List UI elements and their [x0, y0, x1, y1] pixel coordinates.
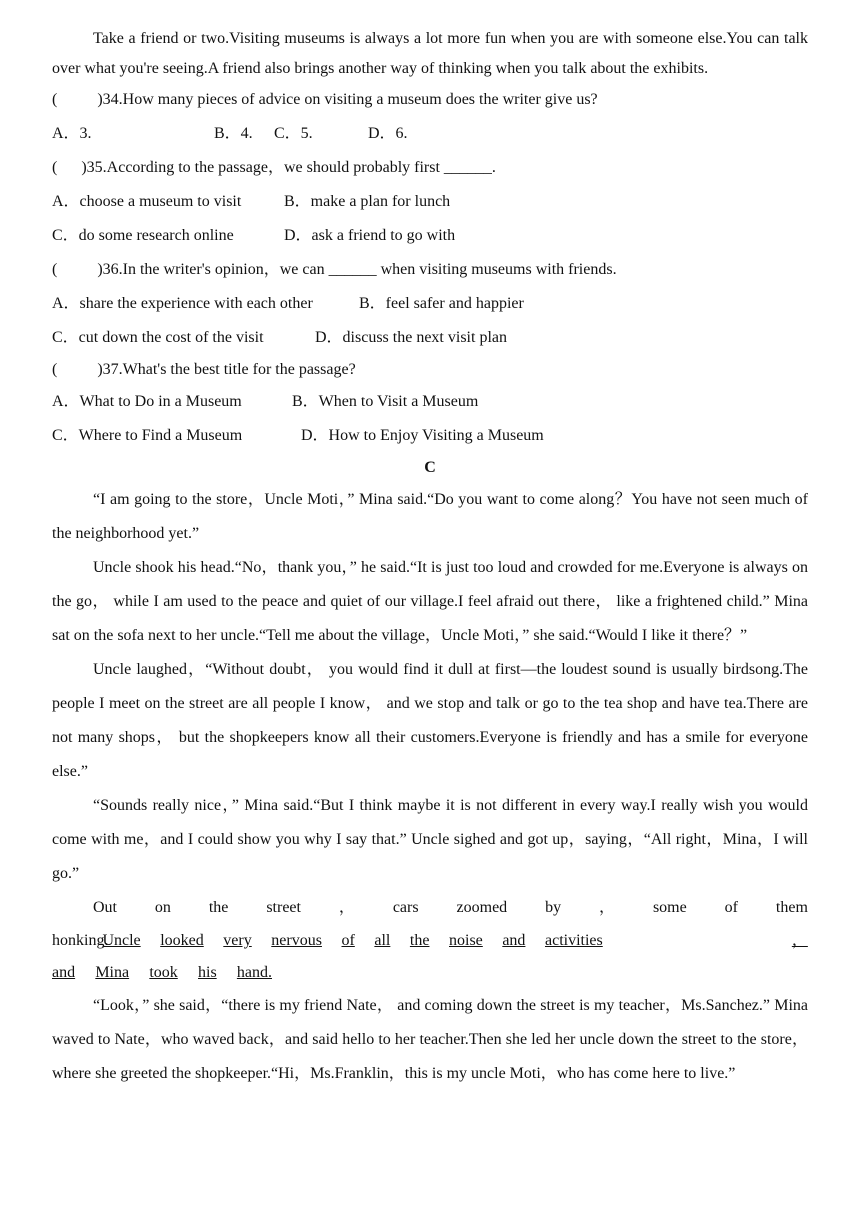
word: zoomed — [456, 899, 508, 916]
option-c: C．5. — [274, 125, 313, 142]
word: Mina — [95, 964, 130, 981]
word: street — [266, 899, 301, 916]
word: all — [374, 932, 391, 949]
word: very — [223, 932, 252, 949]
option-a: A．share the experience with each other — [52, 295, 313, 312]
question-35-options-ab — [52, 185, 808, 219]
word: some — [652, 899, 687, 916]
passage-paragraph: “Sounds really nice，” Mina said.“But I think maybe it is not different in every way.I really wish you would come with me，and I could show you why I say that.” Uncle sighed and got up，saying，“All right，Mina，I will go.” — [52, 797, 808, 882]
option-b: B．4. — [214, 125, 253, 142]
option-c: C．cut down the cost of the visit — [52, 329, 264, 346]
word: the — [409, 932, 430, 949]
word: Out — [93, 899, 117, 916]
option-d: D．discuss the next visit plan — [315, 329, 507, 346]
passage-paragraph: Uncle shook his head.“No，thank you，” he said.“It is just too loud and crowded for me.Everyone is always on the go， while I am used to the peace and quiet of our village.I feel afraid out there， like a frightened child.” Mina sat on the sofa next to her uncle.“Tell me about the village，Uncle Moti，” she said.“Would I like it there？” — [52, 559, 808, 644]
word: his — [198, 964, 217, 981]
question-37-stem: ( )37.What's the best title for the passage? — [52, 361, 356, 378]
word: nervous — [271, 932, 322, 949]
paragraph-5-line-1 — [52, 891, 808, 925]
word: cars — [392, 899, 419, 916]
word: looked — [160, 932, 204, 949]
paragraph-5-line-2 — [52, 925, 808, 957]
word: ， — [791, 932, 808, 949]
option-a: A．3. — [52, 125, 92, 142]
question-37-options-cd — [52, 419, 808, 453]
question-35-options-cd — [52, 219, 808, 253]
paragraph-5-line-3 — [52, 957, 272, 989]
option-c: C．Where to Find a Museum — [52, 427, 243, 444]
word: them — [775, 899, 808, 916]
option-d: D．ask a friend to go with — [284, 227, 456, 244]
word: honking. — [52, 932, 109, 949]
option-d: D．6. — [368, 125, 408, 142]
option-b: B．make a plan for lunch — [284, 193, 451, 210]
option-b: B．When to Visit a Museum — [292, 393, 479, 410]
word: activities — [544, 932, 603, 949]
word: Uncle — [102, 932, 141, 949]
word: and — [52, 964, 76, 981]
option-a: A．choose a museum to visit — [52, 193, 242, 210]
word: and — [502, 932, 526, 949]
question-34-options — [52, 117, 808, 151]
word: noise — [449, 932, 483, 949]
option-c: C．do some research online — [52, 227, 234, 244]
option-d: D．How to Enjoy Visiting a Museum — [301, 427, 544, 444]
underlined-sentence — [102, 925, 808, 957]
question-34-stem: ( )34.How many pieces of advice on visiting a museum does the writer give us? — [52, 91, 598, 108]
question-35-stem: ( )35.According to the passage，we should probably first ______. — [52, 159, 496, 176]
option-a: A．What to Do in a Museum — [52, 393, 242, 410]
passage-paragraph: “I am going to the store，Uncle Moti，” Mina said.“Do you want to come along？You have not seen much of the neighborhood yet.” — [52, 491, 808, 542]
word: took — [149, 964, 178, 981]
question-36-options-cd — [52, 321, 808, 355]
word: of — [341, 932, 355, 949]
word: ， — [338, 899, 355, 916]
word: of — [724, 899, 738, 916]
option-b: B．feel safer and happier — [359, 295, 524, 312]
document-page — [52, 24, 808, 1091]
word: the — [208, 899, 229, 916]
section-heading: C — [424, 459, 436, 476]
question-36-options-ab — [52, 287, 808, 321]
passage-paragraph: Take a friend or two.Visiting museums is always a lot more fun when you are with someone else.You can talk over what you're seeing.A friend also brings another way of thinking when you talk about the exhibits. — [52, 30, 808, 77]
passage-paragraph: Uncle laughed，“Without doubt， you would find it dull at first—the loudest sound is usually birdsong.The people I meet on the street are all people I know， and we stop and talk or go to the tea shop and have tea.There are not many shops， but the shopkeepers know all their customers.Everyone is friendly and has a smile for everyone else.” — [52, 661, 808, 780]
word: ， — [599, 899, 616, 916]
passage-paragraph: “Look，” she said，“there is my friend Nate， and coming down the street is my teacher，Ms.Sanchez.” Mina waved to Nate，who waved back，and said hello to her teacher.Then she led her uncle down the street to the store， where she greeted the shopkeeper.“Hi，Ms.Franklin，this is my uncle Moti，who has come here to live.” — [52, 997, 808, 1082]
word: on — [154, 899, 171, 916]
question-37-options-ab — [52, 385, 808, 419]
word — [622, 925, 772, 957]
word: hand. — [236, 964, 272, 981]
word: by — [545, 899, 562, 916]
question-36-stem: ( )36.In the writer's opinion，we can ______ when visiting museums with friends. — [52, 261, 617, 278]
